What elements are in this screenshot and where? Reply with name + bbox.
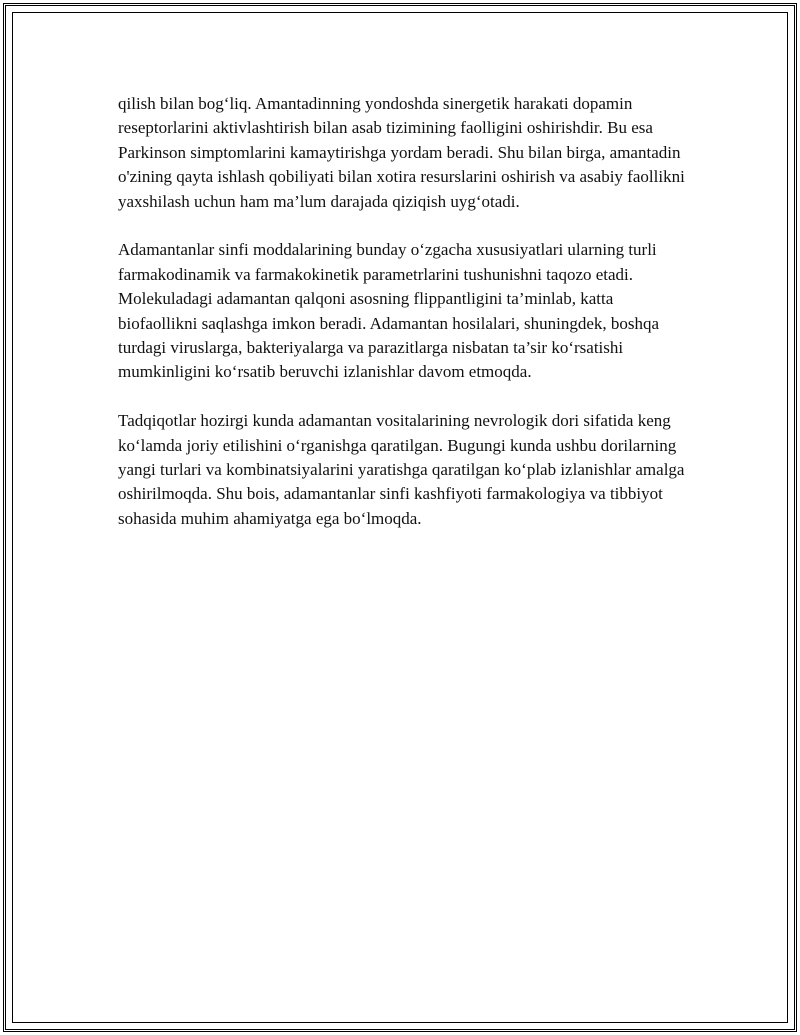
paragraph-1: qilish bilan bog‘liq. Amantadinning yondoshda sinergetik harakati dopamin reseptorlarini aktivlashtirish bilan asab tizimining faolligini oshirishdir. Bu esa Parkinson simptomlarini kamaytirishga yordam beradi. Shu bilan birga, amantadin o'zining qayta ishlash qobiliyati bilan xotira resurslarini oshirish va asabiy faollikni yaxshilash uchun ham ma’lum darajada qiziqish uyg‘otadi. xyxy=(118,94,685,211)
document-body xyxy=(118,92,688,556)
paragraph-2: Adamantanlar sinfi moddalarining bunday o‘zgacha xususiyatlari ularning turli farmakodinamik va farmakokinetik parametrlarini tushunishni taqozo etadi. Molekuladagi adamantan qalqoni asosning flippantligini ta’minlab, katta biofaollikni saqlashga imkon beradi. Adamantan hosilalari, shuningdek, boshqa turdagi viruslarga, bakteriyalarga va parazitlarga nisbatan ta’sir ko‘rsatishi mumkinligini ko‘rsatib beruvchi izlanishlar davom etmoqda. xyxy=(118,240,660,382)
paragraph-3: Tadqiqotlar hozirgi kunda adamantan vositalarining nevrologik dori sifatida keng ko‘lamda joriy etilishini o‘rganishga qaratilgan. Bugungi kunda ushbu dorilarning yangi turlari va kombinatsiyalarini yaratishga qaratilgan ko‘plab izlanishlar amalga oshirilmoqda. Shu bois, adamantanlar sinfi kashfiyoti farmakologiya va tibbiyot sohasida muhim ahamiyatga ega bo‘lmoqda. xyxy=(118,411,685,528)
